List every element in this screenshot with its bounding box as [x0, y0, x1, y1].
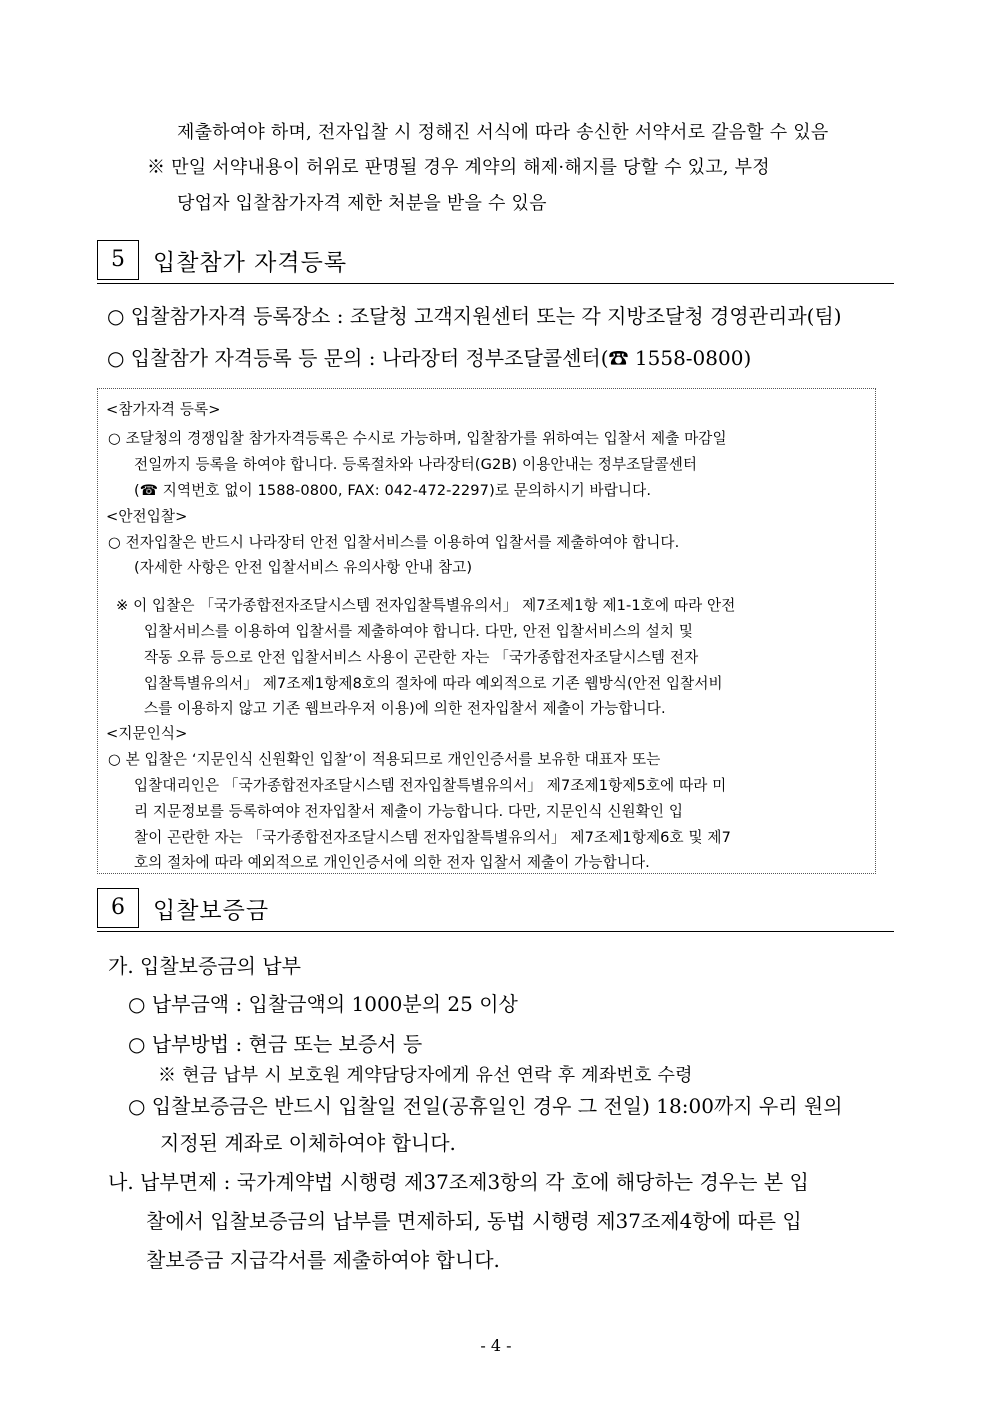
box-line: 리 지문정보를 등록하여야 전자입찰서 제출이 가능합니다. 다만, 지문인식 신원확인 입 [134, 803, 684, 820]
box-heading: <참가자격 등록> [106, 401, 221, 418]
box-line: ○ 조달청의 경쟁입찰 참가자격등록은 수시로 가능하며, 입찰참가를 위하여는 입찰서 제출 마감일 [108, 430, 727, 447]
section-6-note: ※ 현금 납부 시 보호원 계약담당자에게 유선 연락 후 계좌번호 수령 [158, 1065, 693, 1086]
subsection-heading: 가. 입찰보증금의 납부 [108, 954, 301, 978]
notice-box [97, 388, 876, 874]
box-heading: <지문인식> [106, 725, 188, 742]
section-5-item: ○ 입찰참가자격 등록장소 : 조달청 고객지원센터 또는 각 지방조달청 경영관리과(팀) [107, 304, 842, 328]
intro-note-line: ※ 만일 서약내용이 허위로 판명될 경우 계약의 해제·해지를 당할 수 있고, 부정 [147, 157, 770, 178]
section-rule [97, 931, 894, 932]
box-line: 찰이 곤란한 자는 「국가종합전자조달시스템 전자입찰특별유의서」 제7조제1항제6호 및 제7 [134, 829, 732, 846]
section-5-header [97, 240, 894, 284]
box-line: (자세한 사항은 안전 입찰서비스 유의사항 안내 참고) [134, 559, 473, 576]
box-note-line: ※ 이 입찰은 「국가종합전자조달시스템 전자입찰특별유의서」 제7조제1항 제1-1호에 따라 안전 [116, 597, 736, 614]
subsection-paragraph: 나. 납부면제 : 국가계약법 시행령 제37조제3항의 각 호에 해당하는 경우는 본 입 [108, 1170, 809, 1194]
intro-note-line: 당업자 입찰참가자격 제한 처분을 받을 수 있음 [177, 193, 547, 214]
box-line: (☎ 지역번호 없이 1588-0800, FAX: 042-472-2297)로 문의하시기 바랍니다. [134, 482, 652, 499]
box-line: 입찰대리인은 「국가종합전자조달시스템 전자입찰특별유의서」 제7조제1항제5호에 따라 미 [134, 777, 727, 794]
section-6-item: ○ 납부금액 : 입찰금액의 1000분의 25 이상 [128, 992, 518, 1016]
section-6-item: ○ 납부방법 : 현금 또는 보증서 등 [128, 1032, 423, 1056]
section-title: 입찰참가 자격등록 [153, 250, 348, 276]
section-5-item: ○ 입찰참가 자격등록 등 문의 : 나라장터 정부조달콜센터(☎ 1558-0800) [107, 346, 752, 370]
box-heading: <안전입찰> [106, 508, 188, 525]
box-line: ○ 본 입찰은 ‘지문인식 신원확인 입찰’이 적용되므로 개인인증서를 보유한 대표자 또는 [108, 751, 661, 768]
box-note-line: 스를 이용하지 않고 기존 웹브라우저 이용)에 의한 전자입찰서 제출이 가능합니다. [144, 700, 666, 717]
box-line: 전일까지 등록을 하여야 합니다. 등록절차와 나라장터(G2B) 이용안내는 정부조달콜센터 [134, 456, 698, 473]
section-number: 5 [97, 240, 139, 280]
box-note-line: 입찰서비스를 이용하여 입찰서를 제출하여야 합니다. 다만, 안전 입찰서비스의 설치 및 [144, 623, 694, 640]
section-number: 6 [97, 888, 139, 928]
subsection-paragraph: 찰보증금 지급각서를 제출하여야 합니다. [146, 1248, 500, 1272]
section-6-header [97, 888, 894, 932]
intro-line: 제출하여야 하며, 전자입찰 시 정해진 서식에 따라 송신한 서약서로 갈음할 수 있음 [177, 122, 829, 143]
subsection-paragraph: 찰에서 입찰보증금의 납부를 면제하되, 동법 시행령 제37조제4항에 따른 입 [146, 1209, 802, 1233]
section-6-item: 지정된 계좌로 이체하여야 합니다. [160, 1131, 456, 1155]
section-rule [97, 283, 894, 284]
box-line: 호의 절차에 따라 예외적으로 개인인증서에 의한 전자 입찰서 제출이 가능합니다. [134, 854, 650, 871]
box-note-line: 입찰특별유의서」 제7조제1항제8호의 절차에 따라 예외적으로 기존 웹방식(안전 입찰서비 [144, 675, 723, 692]
section-6-item: ○ 입찰보증금은 반드시 입찰일 전일(공휴일인 경우 그 전일) 18:00까지 우리 원의 [128, 1094, 843, 1118]
box-note-line: 작동 오류 등으로 안전 입찰서비스 사용이 곤란한 자는 「국가종합전자조달시스템 전자 [144, 649, 699, 666]
section-title: 입찰보증금 [153, 898, 270, 924]
page-number: - 4 - [480, 1336, 512, 1355]
box-line: ○ 전자입찰은 반드시 나라장터 안전 입찰서비스를 이용하여 입찰서를 제출하여야 합니다. [108, 534, 680, 551]
